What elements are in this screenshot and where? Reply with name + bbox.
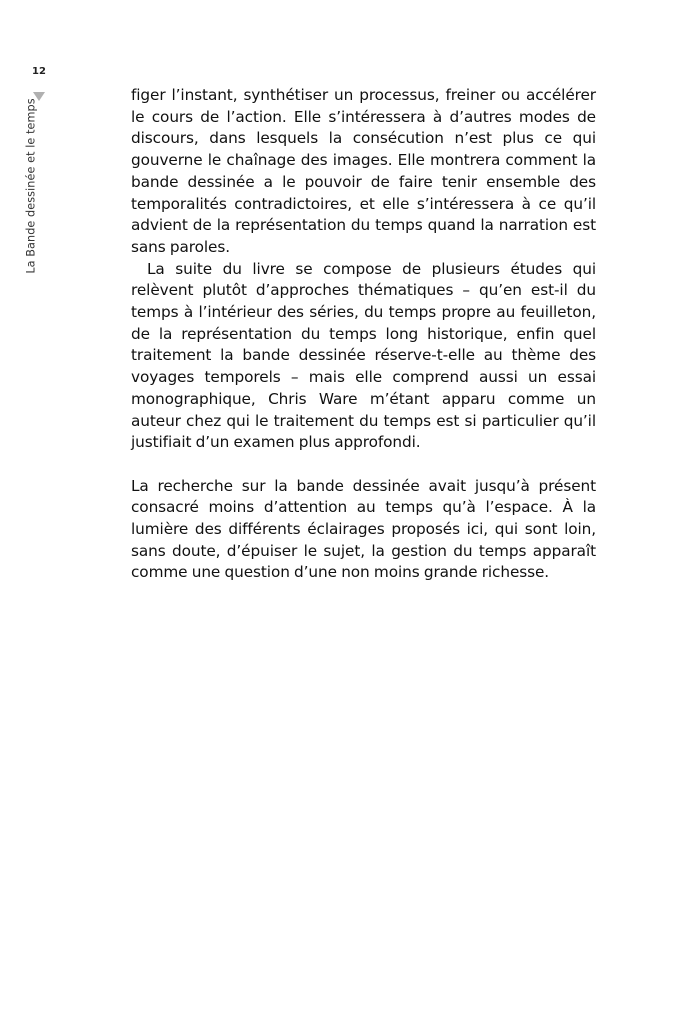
page-number: 12 [32,66,46,77]
running-head [16,66,50,276]
book-title: La Bande dessinée et le temps [24,98,38,274]
paragraph-continuation: figer l’instant, synthétiser un processus, freiner ou accélérer le cours de l’action. Elle s’intéressera à d’autres modes de discours, dans lesquels la consécution n’est plus ce qui gouverne le chaînage des images. Elle montrera comment la bande dessinée a le pouvoir de faire tenir ensemble des temporalités contradictoires, et elle s’intéressera à ce qu’il advient de la représentation du temps quand la narration est sans paroles. [131,86,596,256]
running-title [24,96,38,276]
body-text [131,85,596,584]
paragraph: La suite du livre se compose de plusieurs études qui relèvent plutôt d’approches thématiques – qu’en est-il du temps à l’intérieur des séries, du temps propre au feuilleton, de la représentation du temps long historique, enfin quel traitement la bande dessinée réserve-t-elle au thème des voyages temporels – mais elle comprend aussi un essai monographique, Chris Ware m’étant apparu comme un auteur chez qui le traitement du temps est si particulier qu’il justifiait d’un examen plus approfondi. [131,259,596,452]
paragraph-conclusion: La recherche sur la bande dessinée avait jusqu’à présent consacré moins d’attention au temps qu’à l’espace. À la lumière des différents éclairages proposés ici, qui sont loin, sans doute, d’épuiser le sujet, la gestion du temps apparaît comme une question d’une non moins grande richesse. [131,476,596,582]
